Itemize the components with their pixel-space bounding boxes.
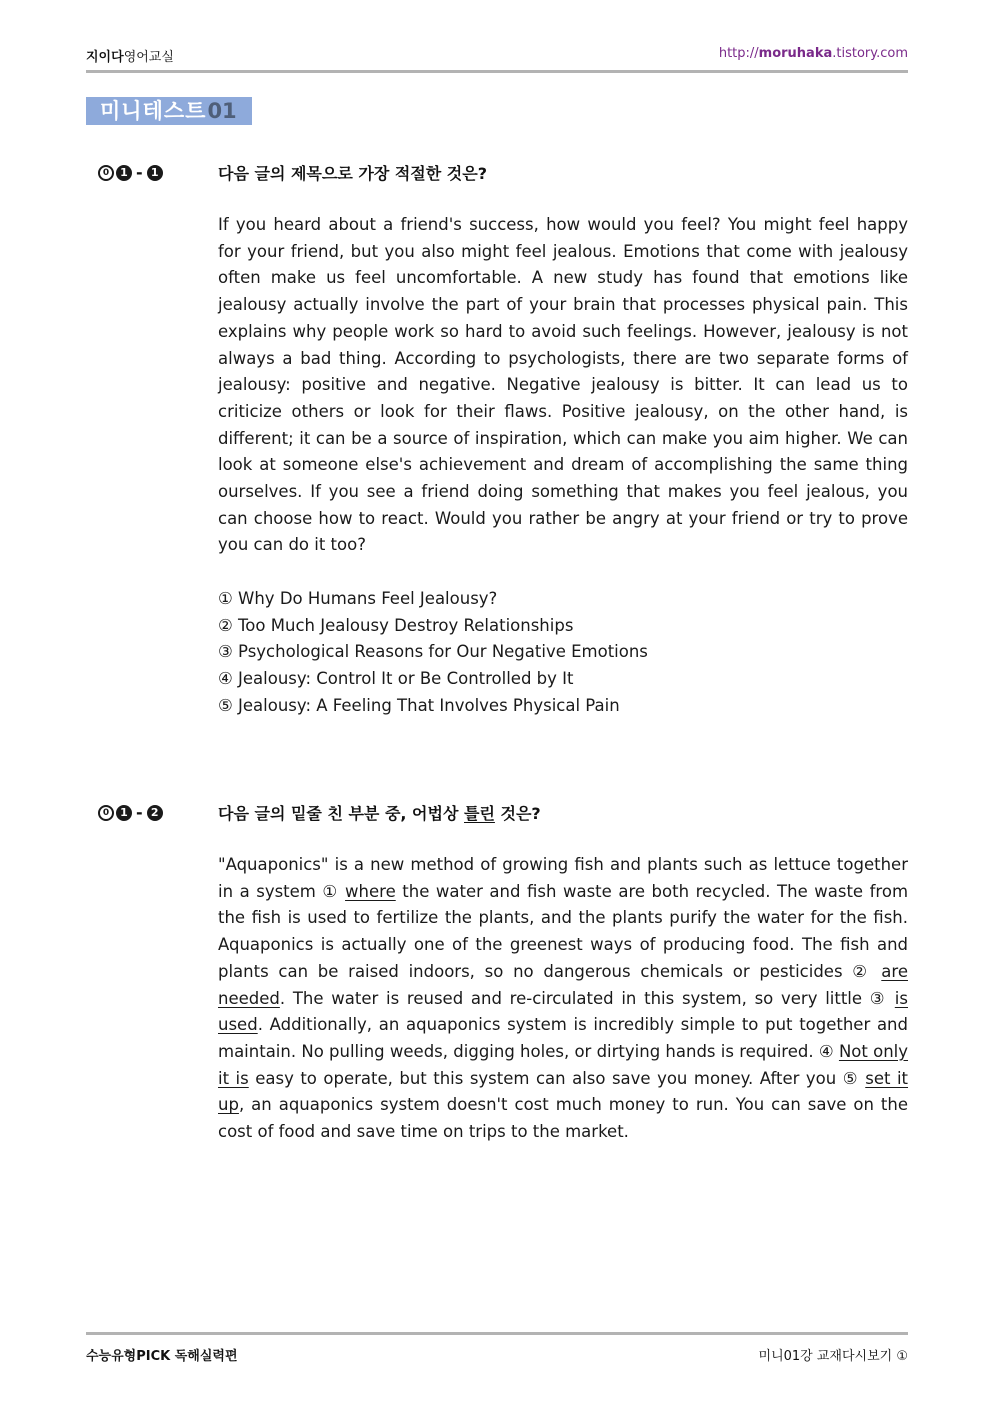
option-3[interactable]: ③ Psychological Reasons for Our Negative Emotions (218, 642, 648, 662)
option-4[interactable]: ④ Jealousy: Control It or Be Controlled by It (218, 669, 574, 689)
header-divider (86, 70, 908, 73)
option-5[interactable]: ⑤ Jealousy: A Feeling That Involves Physical Pain (218, 695, 620, 715)
underlined-phrase-1[interactable]: where (345, 881, 396, 901)
answer-options-1 (218, 586, 908, 720)
url-suffix: .tistory.com (832, 46, 908, 61)
passage-text: "Aquaponics" is a new method of growing fish and plants such as lettuce together in a system (218, 855, 908, 901)
number-badge: 0 (98, 805, 114, 821)
number-dash: - (136, 163, 143, 182)
passage-text: , an aquaponics system doesn't cost much money to run. You can save on the cost of food and save time on trips to the market. (218, 1095, 908, 1142)
site-url[interactable] (719, 46, 908, 61)
url-prefix: http:// (718, 46, 759, 61)
brand-bold: 지이다 (86, 50, 124, 65)
underlined-phrase-3[interactable]: is used (218, 988, 908, 1035)
underline-marker-1: ① (322, 881, 339, 901)
underlined-phrase-2[interactable]: are needed (218, 961, 908, 1008)
book-title: 수능유형PICK 독해실력편 (86, 1349, 238, 1364)
question-title-2 (218, 801, 541, 824)
question-title-underlined: 틀린 (464, 804, 495, 823)
passage-text: the water and fish waste are both recycled. The waste from the fish is used to fertilize the plants, and the plants purify the water for the fish. Aquaponics is actually one of the greenest ways of producing food. The fish and plants can be raised indoors, so no dangerous chemicals or pesticides (218, 881, 909, 981)
question-title-suffix: 것은? (494, 804, 541, 823)
question-title-prefix: 다음 글의 밑줄 친 부분 중, 어법상 (218, 804, 464, 823)
question-number-2 (98, 803, 163, 822)
passage-text: . Additionally, an aquaponics system is incredibly simple to put together and maintain. No pulling weeds, digging holes, or dirtying hands is required. (218, 1015, 908, 1061)
number-dash: - (136, 803, 143, 822)
underlined-phrase-5[interactable]: set it up (218, 1068, 909, 1115)
passage-text: easy to operate, but this system can also save you money. After you (248, 1068, 843, 1088)
number-badge: 1 (116, 165, 132, 181)
lecture-ref: 미니01강 교재다시보기 ① (758, 1349, 908, 1364)
underline-marker-4: ④ (818, 1041, 834, 1061)
passage-text: . The water is reused and re-circulated in this system, so very little (279, 988, 870, 1008)
section-title-text: 미니테스트 (100, 99, 207, 123)
brand-rest: 영어교실 (123, 50, 174, 65)
underlined-phrase-4[interactable]: Not only it is (218, 1041, 909, 1088)
number-badge: 1 (147, 165, 163, 181)
number-badge: 0 (98, 165, 114, 181)
number-badge: 2 (147, 805, 163, 821)
brand (86, 46, 174, 65)
option-1[interactable]: ① Why Do Humans Feel Jealousy? (218, 589, 498, 608)
footer-divider (86, 1332, 908, 1335)
url-bold: moruhaka (758, 46, 833, 61)
number-badge: 1 (116, 805, 132, 821)
underline-marker-3: ③ (869, 988, 888, 1008)
section-title (86, 97, 252, 125)
passage-2 (218, 852, 908, 1146)
underline-marker-2: ② (852, 961, 872, 981)
passage-1: If you heard about a friend's success, how would you feel? You might feel happy for your friend, but you also might feel jealous. Emotions that come with jealousy often make us feel uncomfortable. A new study has found that emotions like jealousy actually involve the part of your brain that processes physical pain. This explains why people work so hard to avoid such feelings. However, jealousy is not always a bad thing. According to psychologists, there are two separate forms of jealousy: positive and negative. Negative jealousy is bitter. It can lead us to criticize others or look for their flaws. Positive jealousy, on the other hand, is different; it can be a source of inspiration, which can make you aim higher. We can look at someone else's achievement and dream of accomplishing the same thing ourselves. If you see a friend doing something that makes you feel jealous, you can choose how to react. Would you rather be angry at your friend or try to prove you can do it too? (218, 215, 908, 555)
page-footer (86, 1345, 908, 1365)
underline-marker-5: ⑤ (842, 1068, 859, 1088)
option-2[interactable]: ② Too Much Jealousy Destroy Relationships (218, 615, 574, 635)
section-number: 01 (207, 99, 237, 123)
question-title-1: 다음 글의 제목으로 가장 적절한 것은? (218, 164, 487, 183)
question-number-1 (98, 163, 163, 182)
page-header (86, 46, 908, 66)
